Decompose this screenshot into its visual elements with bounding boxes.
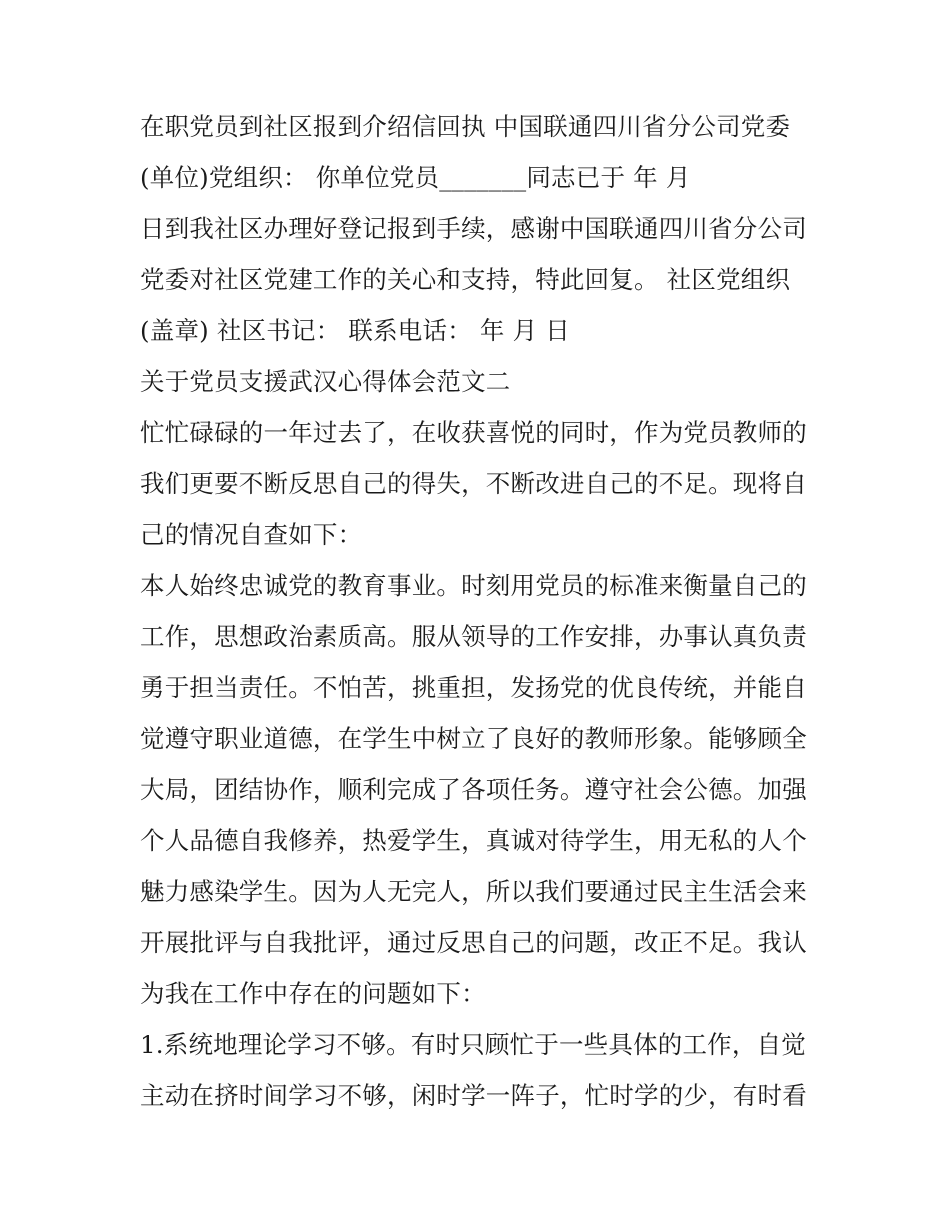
text-line: 在职党员到社区报到介绍信回执 中国联通四川省分公司党委 [140,112,791,141]
text-line: 本人始终忠诚党的教育事业。时刻用党员的标准来衡量自己的 [140,571,807,600]
text-line: 党委对社区党建工作的关心和支持，特此回复。 社区党组织 [140,265,791,294]
text-line: 觉遵守职业道德，在学生中树立了良好的教师形象。能够顾全 [140,724,807,753]
text-line: 开展批评与自我批评，通过反思自己的问题，改正不足。我认 [140,928,807,957]
text-line: 勇于担当责任。不怕苦，挑重担，发扬党的优良传统，并能自 [140,673,807,702]
text-line: 己的情况自查如下： [140,520,363,549]
section-heading: 关于党员支援武汉心得体会范文二 [140,367,511,396]
text-line: 工作，思想政治素质高。服从领导的工作安排，办事认真负责 [140,622,807,651]
text-line: 魅力感染学生。因为人无完人，所以我们要通过民主生活会来 [140,877,807,906]
text-line: 我们更要不断反思自己的得失，不断改进自己的不足。现将自 [140,469,807,498]
text-line: 日到我社区办理好登记报到手续，感谢中国联通四川省分公司 [140,214,807,243]
text-line: 忙忙碌碌的一年过去了，在收获喜悦的同时，作为党员教师的 [140,418,807,447]
text-line: (单位)党组织： 你单位党员_______同志已于 年 月 [140,163,691,192]
text-line: 为我在工作中存在的问题如下： [140,979,486,1008]
text-line: 主动在挤时间学习不够，闲时学一阵子，忙时学的少，有时看 [140,1081,807,1110]
text-line: 个人品德自我修养，热爱学生，真诚对待学生，用无私的人个 [140,826,807,855]
text-line: (盖章) 社区书记： 联系电话： 年 月 日 [140,316,570,345]
text-line: 大局，团结协作，顺利完成了各项任务。遵守社会公德。加强 [140,775,807,804]
text-line: 1.系统地理论学习不够。有时只顾忙于一些具体的工作，自觉 [140,1030,806,1059]
